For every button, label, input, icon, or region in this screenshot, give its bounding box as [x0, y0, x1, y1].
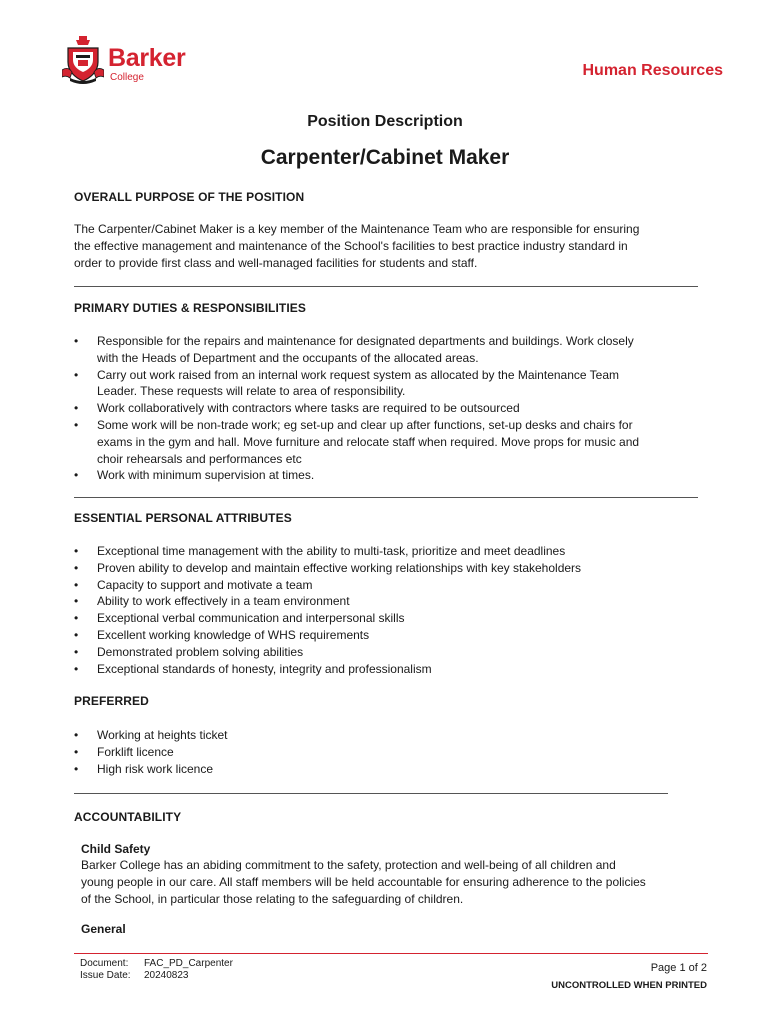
- list-item: • Carry out work raised from an internal work request system as allocated by the Maintenance Team Leader. These requests will relate to area of responsibility.: [74, 367, 704, 401]
- list-item: • Working at heights ticket: [74, 727, 704, 744]
- document-info: [80, 958, 233, 982]
- duties-heading: PRIMARY DUTIES & RESPONSIBILITIES: [74, 301, 306, 315]
- child-safety-line: Barker College has an abiding commitment to the safety, protection and well-being of all children and: [81, 858, 616, 872]
- section-divider: [74, 793, 668, 794]
- child-safety-line: of the School, in particular those relating to the safeguarding of children.: [81, 891, 464, 906]
- preferred-list: [74, 727, 704, 777]
- child-safety-paragraph: [81, 857, 701, 907]
- list-item: • Demonstrated problem solving abilities: [74, 644, 704, 661]
- list-item: • High risk work licence: [74, 761, 704, 778]
- document-label: Position Description: [307, 113, 463, 130]
- purpose-line: the effective management and maintenance of the School's facilities to best practice industry standard in: [74, 238, 628, 253]
- section-divider: [74, 286, 698, 287]
- list-item: • Exceptional verbal communication and interpersonal skills: [74, 610, 704, 627]
- purpose-line: order to provide first class and well-managed facilities for students and staff.: [74, 255, 478, 270]
- purpose-heading: OVERALL PURPOSE OF THE POSITION: [74, 190, 305, 204]
- logo-subtitle: College: [110, 72, 144, 83]
- list-item: • Work with minimum supervision at times.: [74, 467, 704, 484]
- list-item: • Ability to work effectively in a team environment: [74, 593, 704, 610]
- accountability-heading: ACCOUNTABILITY: [74, 810, 182, 824]
- page-number: Page 1 of 2: [650, 962, 707, 974]
- logo-name: Barker: [108, 44, 186, 72]
- child-safety-line: young people in our care. All staff members will be held accountable for ensuring adherence to the policies: [81, 874, 646, 889]
- issue-date-label: Issue Date:: [80, 970, 131, 981]
- general-heading: General: [81, 922, 126, 936]
- issue-date: 20240823: [144, 970, 189, 981]
- list-item: • Capacity to support and motivate a team: [74, 577, 704, 594]
- list-item: • Exceptional standards of honesty, integrity and professionalism: [74, 661, 704, 678]
- section-divider: [74, 497, 698, 498]
- purpose-paragraph: [74, 221, 704, 271]
- purpose-line: The Carpenter/Cabinet Maker is a key member of the Maintenance Team who are responsible for ensuring: [74, 222, 640, 236]
- document-code: FAC_PD_Carpenter: [144, 958, 233, 969]
- footer-divider: [74, 953, 708, 954]
- document-label: Document:: [80, 958, 129, 969]
- list-item: • Exceptional time management with the ability to multi-task, prioritize and meet deadlines: [74, 543, 704, 560]
- list-item: • Forklift licence: [74, 744, 704, 761]
- position-title: Carpenter/Cabinet Maker: [260, 146, 510, 169]
- print-notice: UNCONTROLLED WHEN PRINTED: [551, 980, 707, 991]
- attributes-heading: ESSENTIAL PERSONAL ATTRIBUTES: [74, 511, 292, 525]
- school-crest-icon: [62, 36, 104, 86]
- attributes-list: [74, 543, 704, 677]
- duties-list: [74, 333, 704, 484]
- child-safety-heading: Child Safety: [81, 842, 151, 856]
- preferred-heading: PREFERRED: [74, 694, 149, 708]
- list-item: • Proven ability to develop and maintain effective working relationships with key stakeholders: [74, 560, 704, 577]
- list-item: • Work collaboratively with contractors where tasks are required to be outsourced: [74, 400, 704, 417]
- department-title: Human Resources: [582, 62, 723, 79]
- list-item: • Responsible for the repairs and maintenance for designated departments and buildings. Work closely with the Heads of Department and the occupants of the allocated areas.: [74, 333, 704, 367]
- list-item: • Some work will be non-trade work; eg set-up and clear up after functions, set-up desks and chairs for exams in the gym and hall. Move furniture and relocate staff when required. Move props for music and choir rehearsals and performances etc: [74, 417, 704, 467]
- list-item: • Excellent working knowledge of WHS requirements: [74, 627, 704, 644]
- barker-college-logo: [62, 36, 202, 86]
